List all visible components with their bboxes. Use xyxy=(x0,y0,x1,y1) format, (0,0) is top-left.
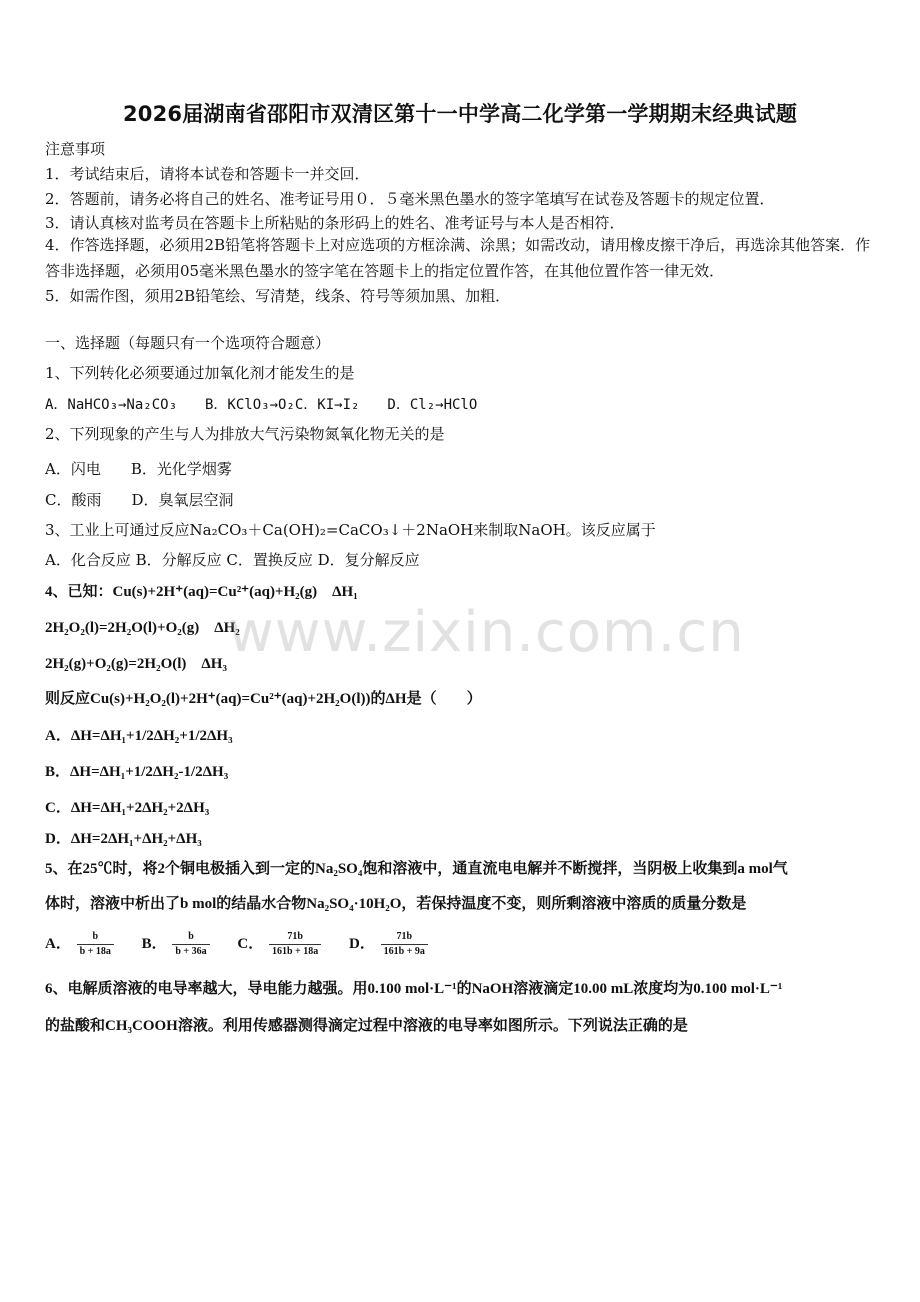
notice-item-3: 3．请认真核对监考员在答题卡上所粘贴的条形码上的姓名、准考证号与本人是否相符． xyxy=(45,214,625,232)
q1-options: A．NaHCO₃→Na₂CO₃ B．KClO₃→O₂C．KI→I₂ D．Cl₂→HClO xyxy=(45,397,478,413)
q2-options-row2: C．酸雨 D．臭氧层空洞 xyxy=(45,491,234,509)
q4-equation-3: 2H₂(g)+O₂(g)=2H₂O(l) ΔH₃ xyxy=(45,656,227,672)
q3-options: A．化合反应 B．分解反应 C．置换反应 D．复分解反应 xyxy=(45,551,420,569)
q2-options-row1: A．闪电 B．光化学烟雾 xyxy=(45,460,232,478)
q3-stem: 3、工业上可通过反应Na₂CO₃＋Ca(OH)₂=CaCO₃↓＋2NaOH来制取NaOH。该反应属于 xyxy=(45,521,656,539)
q4-option-d: D．ΔH=2ΔH₁+ΔH₂+ΔH₃ xyxy=(45,831,202,847)
q5-option-c: C． $\frac{71b}{161b + 18a}$ xyxy=(237,930,331,959)
q2-stem: 2、下列现象的产生与人为排放大气污染物氮氧化物无关的是 xyxy=(45,425,445,443)
watermark-text: www.zixin.com.cn xyxy=(228,600,745,665)
q5-stem-line1: 5、在25℃时，将2个铜电极插入到一定的Na₂SO₄饱和溶液中，通直流电电解并不断搅拌，当阴极上收集到a mol气 xyxy=(45,861,788,877)
q5-options xyxy=(45,930,438,959)
q4-stem: 4、已知：Cu(s)+2H⁺(aq)=Cu²⁺(aq)+H₂(g) ΔH₁ xyxy=(45,584,358,600)
notice-item-4: 4．作答选择题，必须用2B铅笔将答题卡上对应选项的方框涂满、涂黑；如需改动，请用橡皮擦干净后，再选涂其他答案．作答非选择题，必须用05毫米黑色墨水的签字笔在答题卡上的指定位置作答，在其他位置作答一律无效． xyxy=(45,236,871,280)
q5-stem-line2: 体时，溶液中析出了b mol的结晶水合物Na₂SO₄·10H₂O，若保持温度不变，则所剩溶液中溶质的质量分数是 xyxy=(45,896,747,912)
q4-equation-2: 2H₂O₂(l)=2H₂O(l)+O₂(g) ΔH₂ xyxy=(45,620,240,636)
q4-question: 则反应Cu(s)+H₂O₂(l)+2H⁺(aq)=Cu²⁺(aq)+2H₂O(l))的ΔH是（ ） xyxy=(45,691,482,707)
section-heading: 一、选择题（每题只有一个选项符合题意） xyxy=(45,334,331,352)
q6-stem-line2: 的盐酸和CH₃COOH溶液。利用传感器测得滴定过程中溶液的电导率如图所示。下列说法正确的是 xyxy=(45,1018,688,1034)
q4-option-b: B．ΔH=ΔH₁+1/2ΔH₂-1/2ΔH₃ xyxy=(45,764,229,780)
notice-item-1: 1．考试结束后，请将本试卷和答题卡一并交回． xyxy=(45,165,370,183)
q5-fraction-b: $\frac{b}{b + 36a}$ xyxy=(172,930,209,959)
q4-option-a: A．ΔH=ΔH₁+1/2ΔH₂+1/2ΔH₃ xyxy=(45,728,233,744)
notice-item-5: 5．如需作图，须用2B铅笔绘、写清楚，线条、符号等须加黑、加粗． xyxy=(45,287,511,305)
q6-stem-line1: 6、电解质溶液的电导率越大，导电能力越强。用0.100 mol·L⁻¹的NaOH溶液滴定10.00 mL浓度均为0.100 mol·L⁻¹ xyxy=(45,981,783,997)
q4-option-c: C．ΔH=ΔH₁+2ΔH₂+2ΔH₃ xyxy=(45,800,210,816)
q5-option-d: D． $\frac{71b}{161b + 9a}$ xyxy=(349,930,438,959)
q1-stem: 1、下列转化必须要通过加氧化剂才能发生的是 xyxy=(45,364,355,382)
q5-option-a: A． $\frac{b}{b + 18a}$ xyxy=(45,930,124,959)
q5-fraction-a: $\frac{b}{b + 18a}$ xyxy=(77,930,114,959)
q5-option-b: B． $\frac{b}{b + 36a}$ xyxy=(142,930,220,959)
q5-fraction-c: $\frac{71b}{161b + 18a}$ xyxy=(269,930,321,959)
page-title: 2026届湖南省邵阳市双清区第十一中学高二化学第一学期期末经典试题 xyxy=(122,102,798,126)
notice-heading: 注意事项 xyxy=(45,140,106,158)
notice-item-2: 2．答题前，请务必将自己的姓名、准考证号用０．５毫米黑色墨水的签字笔填写在试卷及答题卡的规定位置． xyxy=(45,190,775,208)
q5-fraction-d: $\frac{71b}{161b + 9a}$ xyxy=(381,930,428,959)
